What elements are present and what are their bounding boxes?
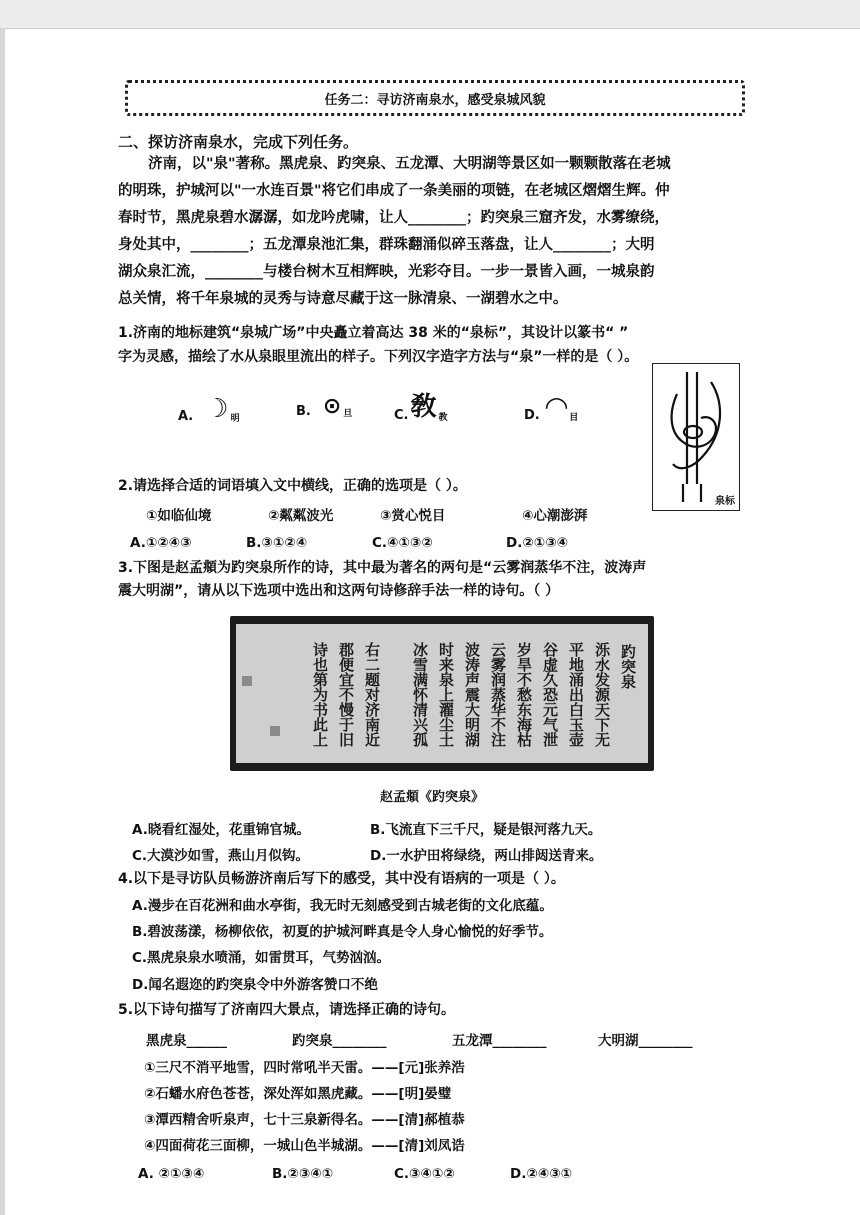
q5-spot: 五龙潭________ xyxy=(452,1033,547,1049)
section-title: 二、探访济南泉水，完成下列任务。 xyxy=(118,133,359,151)
task-banner-text: 任务二：寻访济南泉水，感受泉城风貌 xyxy=(324,92,546,108)
seal-teach-icon: 敎 xyxy=(410,392,437,422)
task-banner xyxy=(125,80,745,116)
seal-sun-icon: ⊙ xyxy=(322,394,342,419)
q5-poem: ①三尺不消平地雪，四时常吼半天雷。——[元]张养浩 xyxy=(144,1060,465,1076)
svg-text:郡便宜不慢于旧: 郡便宜不慢于旧 xyxy=(337,642,355,747)
q1-line2: 字为灵感，描绘了水从泉眼里流出的样子。下列汉字造字方法与“泉”一样的是（ ）。 xyxy=(118,349,639,365)
q4-option-b[interactable]: B.碧波荡漾，杨柳依依，初夏的护城河畔真是令人身心愉悦的好季节。 xyxy=(132,924,553,940)
q5-poem: ②石蟠水府色苍苍，深处浑如黑虎藏。——[明]晏璧 xyxy=(144,1086,452,1102)
svg-text:右二题对济南近: 右二题对济南近 xyxy=(363,642,381,747)
q1-options xyxy=(178,380,598,440)
q5-spot: 趵突泉________ xyxy=(292,1033,387,1049)
q2-word: ②粼粼波光 xyxy=(268,508,334,524)
q1-option-a[interactable]: A. ☽ 明 xyxy=(178,394,240,424)
q4-option-c[interactable]: C.黑虎泉泉水喷涌，如雷贯耳，气势汹汹。 xyxy=(132,950,391,966)
q2-word: ①如临仙境 xyxy=(146,508,212,524)
passage-line: 身处其中，________；五龙潭泉池汇集，群珠翻涌似碎玉落盘，让人________；大明 xyxy=(118,237,655,253)
q1-option-b[interactable]: B. ⊙ 旦 xyxy=(296,394,353,419)
calligraphy-scroll-icon xyxy=(230,616,654,771)
q4-option-d[interactable]: D.闻名遐迩的趵突泉令中外游客赞口不绝 xyxy=(132,977,378,993)
q5-spot: 大明湖________ xyxy=(598,1033,693,1049)
passage-line: 湖众泉汇流，________与楼台树木互相辉映，光彩夺目。一步一景皆入画，一城泉韵 xyxy=(118,264,655,280)
q2-word: ③赏心悦目 xyxy=(380,508,446,524)
passage-line: 济南，以"泉"著称。黑虎泉、趵突泉、五龙潭、大明湖等景区如一颗颗散落在老城 xyxy=(148,156,671,172)
svg-text:云雾润蒸华不注: 云雾润蒸华不注 xyxy=(489,642,507,747)
svg-text:趵突泉: 趵突泉 xyxy=(619,644,637,689)
svg-text:冰雪满怀清兴孤: 冰雪满怀清兴孤 xyxy=(411,642,429,747)
q5-option-d[interactable]: D.②④③① xyxy=(510,1166,573,1182)
q4-option-a[interactable]: A.漫步在百花洲和曲水亭街，我无时无刻感受到古城老街的文化底蕴。 xyxy=(132,898,553,914)
q5-option-a[interactable]: A. ②①③④ xyxy=(138,1166,205,1182)
q5-option-b[interactable]: B.②③④① xyxy=(272,1166,334,1182)
q3-line2: 震大明湖”，请从以下选项中选出和这两句诗修辞手法一样的诗句。（ ） xyxy=(118,583,560,599)
q3-option-b[interactable]: B.飞流直下三千尺，疑是银河落九天。 xyxy=(370,822,602,838)
passage-line: 总关情，将千年泉城的灵秀与诗意尽藏于这一脉清泉、一湖碧水之中。 xyxy=(118,291,568,307)
q3-line1: 3.下图是赵孟頫为趵突泉所作的诗，其中最为著名的两句是“云雾润蒸华不注，波涛声 xyxy=(118,560,647,576)
q2-option-a[interactable]: A.①②④③ xyxy=(130,535,192,551)
q5-stem: 5.以下诗句描写了济南四大景点，请选择正确的诗句。 xyxy=(118,1002,456,1018)
svg-text:时来泉上濯尘土: 时来泉上濯尘土 xyxy=(437,642,455,747)
seal-eye-icon: ◠ xyxy=(545,390,568,423)
svg-text:诗也第为书此上: 诗也第为书此上 xyxy=(311,642,329,747)
seal-moon-icon: ☽ xyxy=(205,394,229,424)
q2-option-d[interactable]: D.②①③④ xyxy=(506,535,569,551)
q1-option-d[interactable]: D. ◠ 目 xyxy=(524,390,579,423)
calligraphy-image xyxy=(230,616,654,771)
passage-line: 春时节，黑虎泉碧水潺潺，如龙吟虎啸，让人________；趵突泉三窟齐发，水雾缭绕， xyxy=(118,210,669,226)
q2-option-c[interactable]: C.④①③② xyxy=(372,535,433,551)
q1-line1: 1.济南的地标建筑“泉城广场”中央矗立着高达 38 米的“泉标”，其设计以篆书“ ” xyxy=(118,325,629,341)
q3-option-a[interactable]: A.晓看红湿处，花重锦官城。 xyxy=(132,822,310,838)
q3-option-c[interactable]: C.大漠沙如雪，燕山月似钩。 xyxy=(132,848,310,864)
q3-option-d[interactable]: D.一水护田将绿绕，两山排闼送青来。 xyxy=(370,848,603,864)
q2-option-b[interactable]: B.③①②④ xyxy=(246,535,308,551)
q4-stem: 4.以下是寻访队员畅游济南后写下的感受，其中没有语病的一项是（ ）。 xyxy=(118,871,565,887)
svg-text:岁旱不愁东海枯: 岁旱不愁东海枯 xyxy=(515,642,533,747)
quanbiao-sculpture-icon xyxy=(653,364,739,510)
quanbiao-image xyxy=(652,363,740,511)
passage xyxy=(118,151,758,311)
calligraphy-caption: 赵孟頫《趵突泉》 xyxy=(380,790,485,805)
passage-line: 的明珠，护城河以"一水连百景"将它们串成了一条美丽的项链，在老城区熠熠生辉。仲 xyxy=(118,183,670,199)
q1-option-c[interactable]: C. 敎 教 xyxy=(394,386,448,423)
svg-text:波涛声震大明湖: 波涛声震大明湖 xyxy=(463,642,481,747)
svg-text:平地涌出白玉壶: 平地涌出白玉壶 xyxy=(567,642,585,747)
q5-spot: 黑虎泉______ xyxy=(146,1033,227,1049)
svg-text:谷虚久恐元气泄: 谷虚久恐元气泄 xyxy=(541,642,559,747)
q5-poem: ③潭西精舍听泉声，七十三泉新得名。——[清]郝植恭 xyxy=(144,1112,465,1128)
top-bar xyxy=(0,0,860,29)
q5-option-c[interactable]: C.③④①② xyxy=(394,1166,455,1182)
svg-text:泺水发源天下无: 泺水发源天下无 xyxy=(593,642,611,747)
q5-poem: ④四面荷花三面柳，一城山色半城湖。——[清]刘凤诰 xyxy=(144,1138,465,1154)
left-edge xyxy=(0,28,5,1215)
q2-stem: 2.请选择合适的词语填入文中横线，正确的选项是（ ）。 xyxy=(118,478,467,494)
quanbiao-label: 泉标 xyxy=(715,496,735,507)
q2-word: ④心潮澎湃 xyxy=(522,508,588,524)
